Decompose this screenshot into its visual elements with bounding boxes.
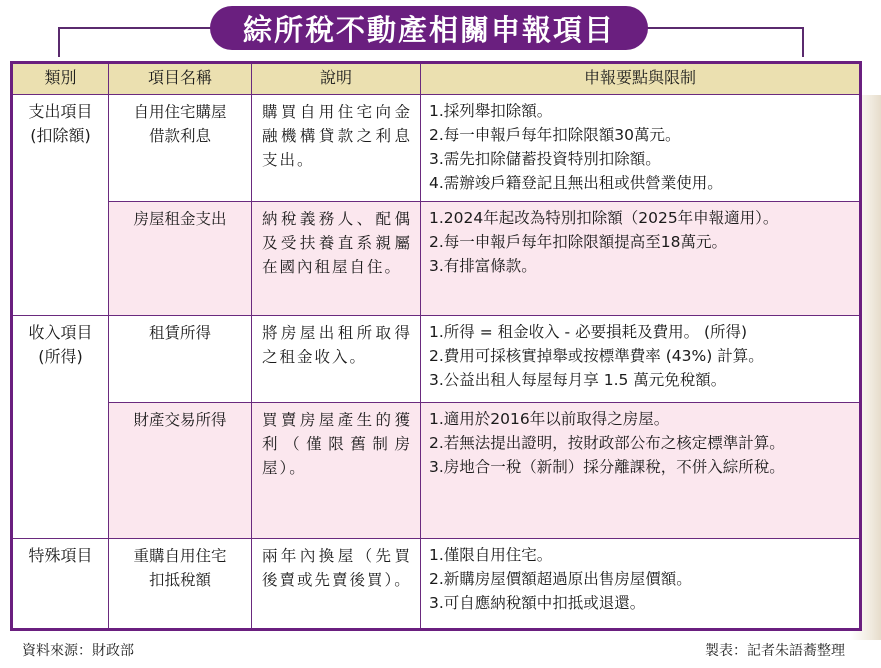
table-header-row xyxy=(12,63,861,95)
point-item: 1.僅限自用住宅。 xyxy=(429,546,553,564)
category-sublabel: (扣除額) xyxy=(30,126,91,145)
points-cell xyxy=(421,95,861,202)
table-row xyxy=(12,316,861,403)
item-name-cell xyxy=(109,539,252,630)
item-name-cell xyxy=(109,202,252,316)
category-label: 收入項目 xyxy=(28,323,93,342)
item-name-cell xyxy=(109,403,252,539)
point-item: 1.所得 = 租金收入 - 必要損耗及費用。 (所得) xyxy=(429,323,748,341)
category-label: 特殊項目 xyxy=(28,546,93,565)
description-cell: 將房屋出租所取得之租金收入。 xyxy=(252,316,421,403)
point-item: 3.有排富條款。 xyxy=(429,257,537,275)
category-sublabel: (所得) xyxy=(38,347,83,366)
point-item: 2.每一申報戶每年扣除限額30萬元。 xyxy=(429,126,681,144)
tax-items-table xyxy=(10,61,862,631)
item-name-line: 財產交易所得 xyxy=(133,411,227,429)
category-cell xyxy=(12,539,109,630)
page-title: 綜所稅不動產相關申報項目 xyxy=(210,6,648,50)
point-item: 1.適用於2016年以前取得之房屋。 xyxy=(429,410,670,428)
point-item: 4.需辦竣戶籍登記且無出租或供營業使用。 xyxy=(429,174,723,192)
description-cell: 購買自用住宅向金融機構貸款之利息支出。 xyxy=(252,95,421,202)
credit-note: 製表：記者朱語蕎整理 xyxy=(705,643,845,659)
point-item: 3.房地合一稅（新制）採分離課稅，不併入綜所稅。 xyxy=(429,458,785,476)
description-cell: 兩年內換屋（先買後賣或先賣後買）。 xyxy=(252,539,421,630)
item-name-line: 房屋租金支出 xyxy=(133,210,227,228)
point-item: 2.費用可採核實掉舉或按標準費率 (43%) 計算。 xyxy=(429,347,764,365)
item-name-line: 扣抵稅額 xyxy=(148,571,211,589)
description-cell: 買賣房屋產生的獲利（僅限舊制房屋）。 xyxy=(252,403,421,539)
category-cell xyxy=(12,316,109,539)
point-item: 3.需先扣除儲蓄投資特別扣除額。 xyxy=(429,150,661,168)
item-name-line: 租賃所得 xyxy=(148,324,211,342)
point-item: 2.每一申報戶每年扣除限額提高至18萬元。 xyxy=(429,233,728,251)
category-cell xyxy=(12,95,109,316)
point-item: 1.採列舉扣除額。 xyxy=(429,102,553,120)
category-label: 支出項目 xyxy=(28,102,93,121)
description-cell: 納稅義務人、配偶及受扶養直系親屬在國內租屋自住。 xyxy=(252,202,421,316)
points-cell xyxy=(421,403,861,539)
header-item-name: 項目名稱 xyxy=(109,63,252,95)
point-item: 2.新購房屋價額超過原出售房屋價額。 xyxy=(429,570,692,588)
point-item: 3.公益出租人每屋每月享 1.5 萬元免稅額。 xyxy=(429,371,727,389)
table-row xyxy=(12,95,861,202)
points-cell xyxy=(421,202,861,316)
point-item: 3.可自應納稅額中扣抵或退還。 xyxy=(429,594,646,612)
header-category: 類別 xyxy=(12,63,109,95)
item-name-cell xyxy=(109,95,252,202)
points-cell xyxy=(421,539,861,630)
header-description: 說明 xyxy=(252,63,421,95)
item-name-cell xyxy=(109,316,252,403)
point-item: 1.2024年起改為特別扣除額（2025年申報適用）。 xyxy=(429,209,779,227)
item-name-line: 自用住宅購屋 xyxy=(133,103,227,121)
table-row xyxy=(12,539,861,630)
point-item: 2.若無法提出證明，按財政部公布之核定標準計算。 xyxy=(429,434,785,452)
item-name-line: 借款利息 xyxy=(148,127,211,145)
table-row xyxy=(12,202,861,316)
points-cell xyxy=(421,316,861,403)
table-row xyxy=(12,403,861,539)
source-note: 資料來源：財政部 xyxy=(22,643,134,659)
item-name-line: 重購自用住宅 xyxy=(133,547,227,565)
header-points: 申報要點與限制 xyxy=(421,63,861,95)
